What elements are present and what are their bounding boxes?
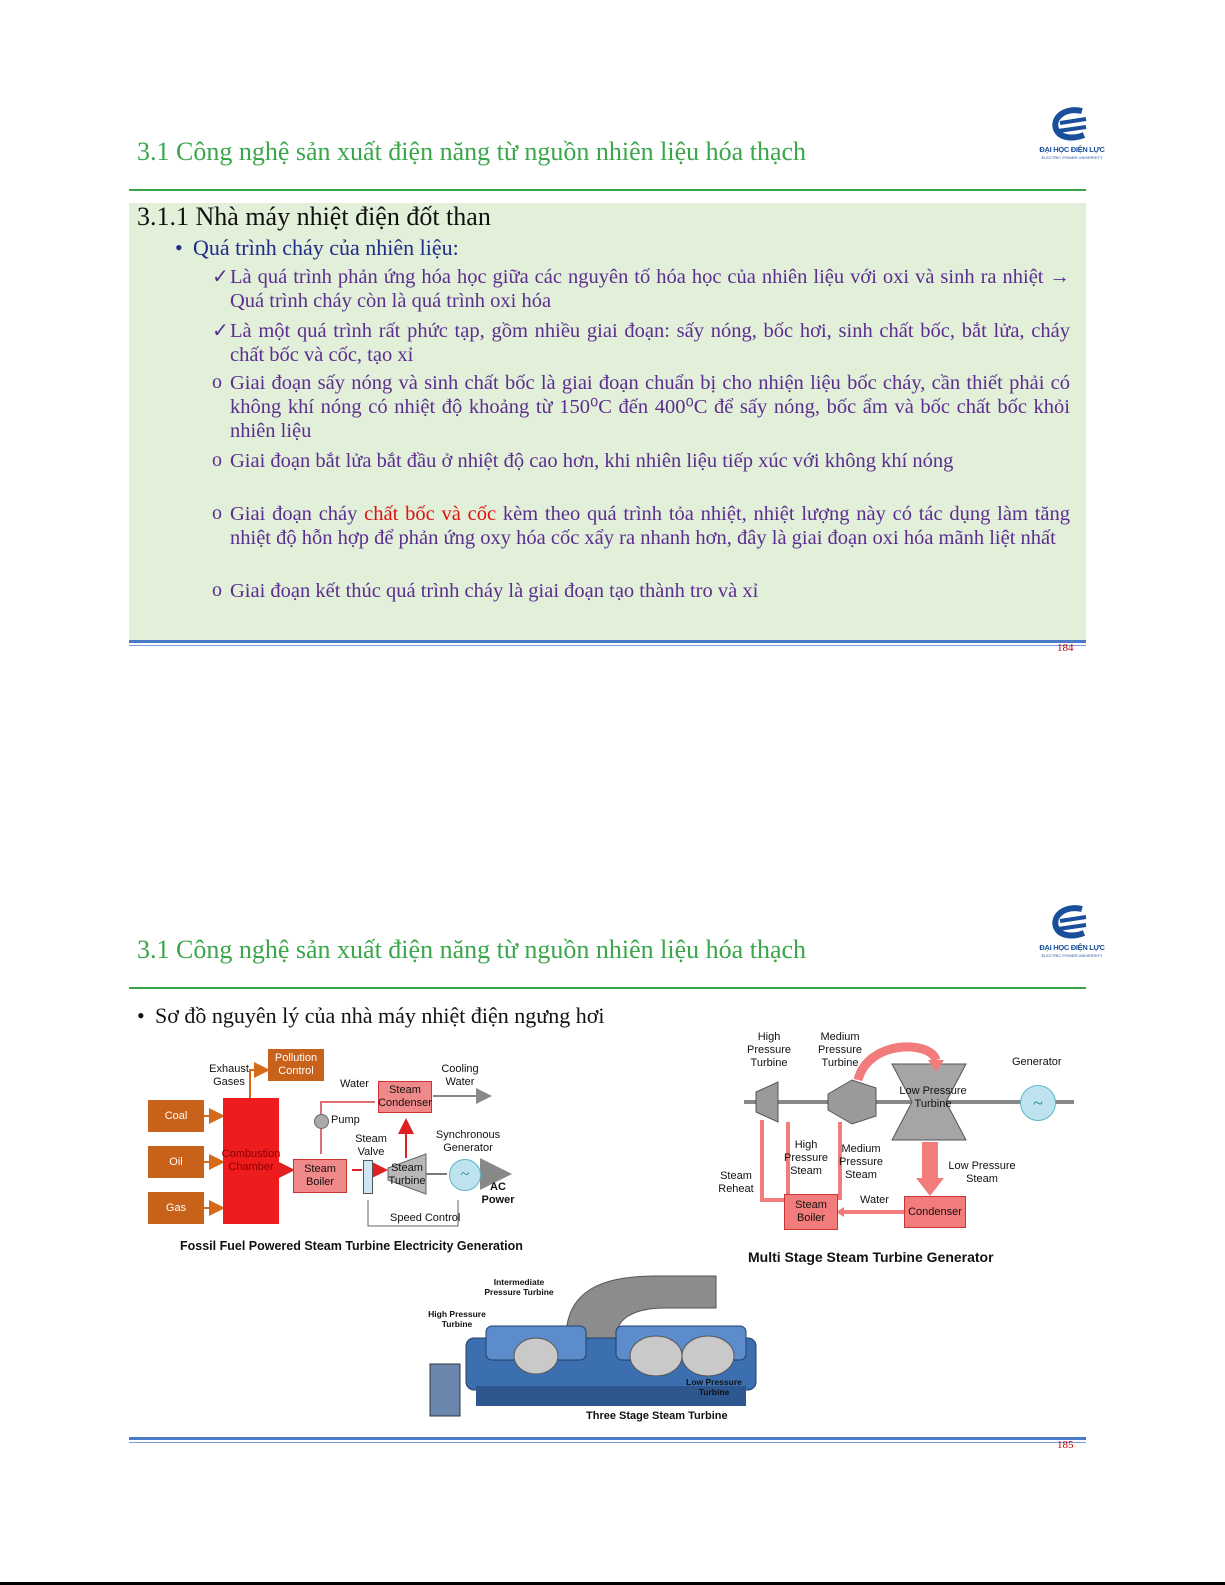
coal-box: Coal (148, 1100, 204, 1132)
exhaust-label: Exhaust Gases (209, 1063, 249, 1088)
hp-label: High Pressure Turbine (428, 1309, 486, 1329)
check-item-2: Là một quá trình rất phức tạp, gồm nhiều giai đoạn: sấy nóng, bốc hơi, sinh chất bốc, bắt lửa, cháy chất bốc và cốc, tạo xỉ (230, 320, 1070, 366)
cooling-label: Cooling Water (441, 1063, 479, 1088)
gas-box: Gas (148, 1192, 204, 1224)
fossil-caption: Fossil Fuel Powered Steam Turbine Electricity Generation (180, 1239, 523, 1253)
check-item-1: Là quá trình phản ứng hóa học giữa các nguyên tố hóa học của nhiên liệu với oxi và sinh ra nhiệt → Quá trình cháy còn là quá trình oxi hóa (230, 266, 1070, 312)
mp-turbine-label: Medium Pressure Turbine (817, 1031, 863, 1069)
stage-3: Giai đoạn cháy chất bốc và cốc kèm theo quá trình tỏa nhiệt, nhiệt lượng này có tác dụng làm tăng nhiệt độ hỗn hợp để phản ứng oxy hóa cốc xẩy ra nhanh hơn, đây là giai đoạn oxi hóa mãnh liệt nhất (230, 503, 1070, 549)
ip-label: Intermediate Pressure Turbine (484, 1277, 554, 1297)
slide1-title: 3.1 Công nghệ sản xuất điện năng từ nguồn nhiên liệu hóa thạch (137, 137, 807, 166)
three-stage-turbine-image (416, 1268, 766, 1426)
bullet-dot: • (137, 1003, 145, 1028)
circle-mark: o (212, 449, 222, 471)
logo-name: ĐẠI HỌC ĐIỆN LỰC (1039, 145, 1105, 154)
footer-rule-thin (129, 1442, 1086, 1443)
circle-mark: o (212, 371, 222, 393)
ac-label: AC Power (481, 1181, 515, 1206)
mp-steam-label: Medium Pressure Steam (838, 1143, 884, 1181)
generator-label: Generator (1012, 1056, 1062, 1068)
multi-caption: Multi Stage Steam Turbine Generator (748, 1249, 994, 1265)
circle-mark: o (212, 579, 222, 601)
lp-steam-label: Low Pressure Steam (948, 1160, 1016, 1185)
circle-mark: o (212, 502, 222, 524)
reheat-label: Steam Reheat (718, 1170, 754, 1195)
generator-icon: ~ (449, 1159, 481, 1191)
generator-icon: ~ (1020, 1085, 1056, 1121)
multi-boiler-box: Steam Boiler (784, 1194, 838, 1230)
title-rule (129, 189, 1086, 191)
water-label: Water (340, 1078, 369, 1090)
lp-label: Low Pressure Turbine (686, 1377, 742, 1397)
footer-rule (129, 1437, 1086, 1440)
pump-icon (314, 1114, 329, 1129)
slide2-title: 3.1 Công nghệ sản xuất điện năng từ nguồn nhiên liệu hóa thạch (137, 935, 807, 964)
check-mark: ✓ (212, 320, 229, 342)
bullet-text: Quá trình cháy của nhiên liệu: (193, 235, 459, 260)
three-caption: Three Stage Steam Turbine (586, 1410, 728, 1422)
hp-steam-label: High Pressure Steam (784, 1139, 829, 1177)
stage-2: Giai đoạn bắt lửa bắt đầu ở nhiệt độ cao hơn, khi nhiên liệu tiếp xúc với không khí nóng (230, 450, 954, 472)
stage-1: Giai đoạn sấy nóng và sinh chất bốc là giai đoạn chuẩn bị cho nhiện liệu bốc cháy, cần thiết phải có không khí nóng có nhiệt độ khoảng từ 150⁰C đến 400⁰C để sấy nóng, bốc ẩm và bốc chất bốc khỏi nhiên liệu (230, 372, 1070, 442)
footer-rule-thin (129, 645, 1086, 646)
lp-turbine-label: Low Pressure Turbine (899, 1085, 967, 1110)
boiler-box: Steam Boiler (293, 1159, 347, 1193)
turbine-label: Steam Turbine (388, 1162, 426, 1187)
page-number: 185 (1057, 1439, 1074, 1451)
multi-water-label: Water (860, 1194, 889, 1206)
sync-label: Synchronous Generator (435, 1129, 501, 1154)
section-heading: 3.1.1 Nhà máy nhiệt điện đốt than (137, 202, 491, 231)
logo-sub: ELECTRIC POWER UNIVERSITY (1041, 953, 1103, 958)
check-mark: ✓ (212, 266, 229, 288)
footer-rule (129, 640, 1086, 643)
bullet-dot: • (175, 235, 183, 260)
multi-condenser-box: Condenser (904, 1196, 966, 1228)
valve-icon (363, 1160, 373, 1194)
highlight-text: chất bốc và cốc (364, 503, 497, 525)
pollution-box: Pollution Control (268, 1049, 324, 1081)
logo-name: ĐẠI HỌC ĐIỆN LỰC (1039, 943, 1105, 952)
stage-4: Giai đoạn kết thúc quá trình cháy là giai đoạn tạo thành tro và xỉ (230, 580, 759, 602)
combustion-chamber: Combustion Chamber (223, 1098, 279, 1224)
valve-label: Steam Valve (355, 1133, 387, 1158)
page-number: 184 (1057, 642, 1074, 654)
speed-label: Speed Control (390, 1212, 461, 1224)
oil-box: Oil (148, 1146, 204, 1178)
condenser-box: Steam Condenser (378, 1081, 432, 1113)
pump-label: Pump (331, 1114, 360, 1126)
bullet-text: Sơ đồ nguyên lý của nhà máy nhiệt điện ngưng hơi (155, 1003, 605, 1028)
hp-turbine-label: High Pressure Turbine (746, 1031, 792, 1069)
title-rule (129, 987, 1086, 989)
logo-sub: ELECTRIC POWER UNIVERSITY (1041, 155, 1103, 160)
